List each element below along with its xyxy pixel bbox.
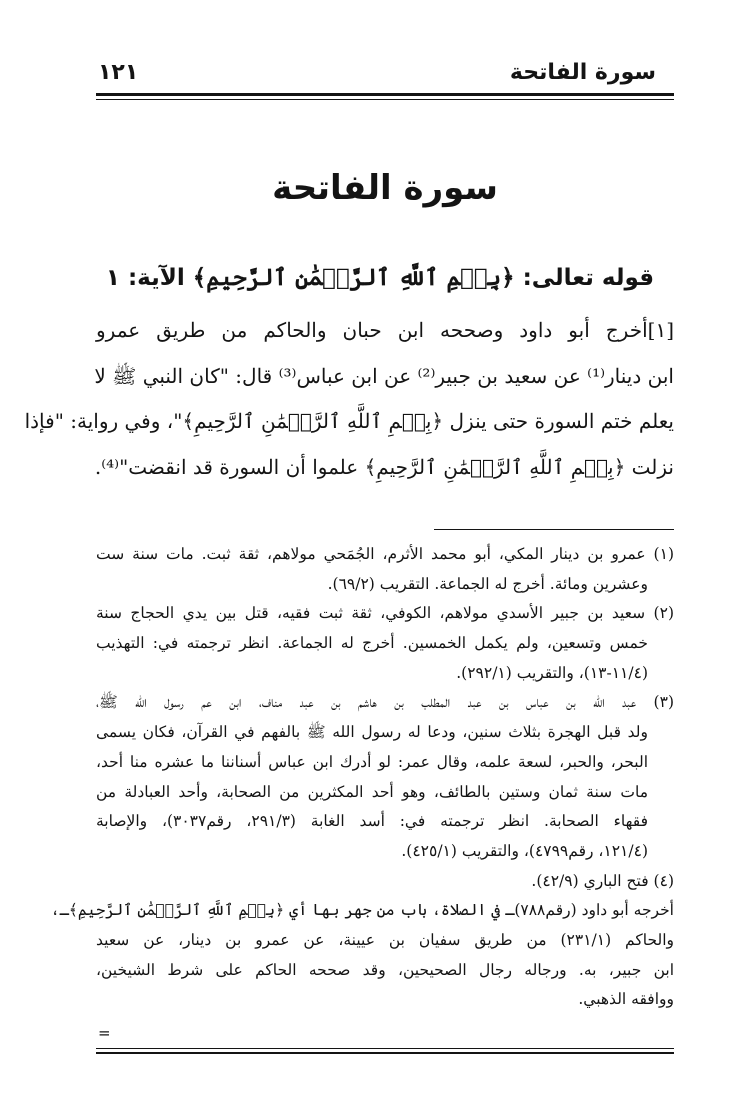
main-line: نزلت ﴿بِسۡمِ ٱللَّهِ ٱلرَّحۡمَٰنِ ٱلرَّحِيمِ﴾ علموا أن السورة قد انقضت"⁽⁴⁾. <box>94 454 674 479</box>
header-rule-thin <box>96 99 674 100</box>
footnote-line: خمس وتسعين، ولم يكمل الخمسين. أخرج له الجماعة. انظر ترجمته في: التهذيب <box>96 634 648 653</box>
main-line: ابن دينار⁽¹⁾ عن سعيد بن جبير⁽²⁾ عن ابن عباس⁽³⁾ قال: "كان النبي ﷺ لا <box>94 363 674 388</box>
main-line: يعلم ختم السورة حتى ينزل ﴿بِسۡمِ ٱللَّهِ ٱلرَّحۡمَٰنِ ٱلرَّحِيمِ﴾"، وفي رواية: "فإذا <box>24 409 674 433</box>
verse-heading <box>106 264 654 291</box>
footnote-line: فقهاء الصحابة. انظر ترجمته في: أسد الغابة (٢٩١/٣، رقم٣٠٣٧)، والإصابة <box>96 812 648 831</box>
main-line: [١]أخرج أبو داود وصححه ابن حبان والحاكم من طريق عمرو <box>96 318 674 342</box>
footnote-line: (٣) عبد الله بن عباس بن عبد المطلب بن هاشم بن عبد مناف، ابن عم رسول الله ﷺ، <box>96 693 674 712</box>
main-paragraph <box>24 308 674 490</box>
verse-heading-quran: ﴿بِسۡمِ ٱللَّهِ ٱلرَّحۡمَٰنِ ٱلرَّحِيمِ﴾ <box>192 264 515 291</box>
footnote-line: ووافقه الذهبي. <box>578 990 674 1009</box>
footnote-line: مات سنة ثمان وستين بالطائف، وهو أحد المكثرين من الصحابة، وأحد العبادلة من <box>96 782 648 801</box>
header-rule-thick <box>96 93 674 96</box>
continuation-mark: = <box>98 1024 111 1042</box>
footnote-line: (١) عمرو بن دينار المكي، أبو محمد الأثرم، الجُمَحي مولاهم، ثقة ثبت. مات سنة ست <box>96 545 674 563</box>
footnotes <box>50 540 674 1015</box>
verse-heading-label: قوله تعالى: <box>514 265 654 291</box>
footnote-line: وعشرين ومائة. أخرج له الجماعة. التقريب (٦٩/٢). <box>327 574 648 593</box>
footnote-line: (١١/٤-١٣)، والتقريب (٢٩٢/١). <box>456 663 648 682</box>
verse-heading-ayah: الآية: ١ <box>105 265 193 291</box>
footnote-line: ولد قبل الهجرة بثلاث سنين، ودعا له رسول الله ﷺ بالفهم في القرآن، فكان يسمى <box>96 723 648 742</box>
footer-rule-thin <box>96 1048 674 1049</box>
footnote-line: (٢) سعيد بن جبير الأسدي مولاهم، الكوفي، ثقة ثبت فقيه، قتل بين يدي الحجاج سنة <box>96 604 674 623</box>
page-number: ١٢١ <box>98 60 139 85</box>
footnote-line: والحاكم (٢٣١/١) من طريق سفيان بن عيينة، عن عمرو بن دينار، عن سعيد <box>96 930 674 949</box>
footnote-line: (١٢١/٤، رقم٤٧٩٩)، والتقريب (٤٢٥/١). <box>401 841 648 860</box>
footnote-separator <box>434 529 674 530</box>
running-title: سورة الفاتحة <box>509 60 656 85</box>
footer-rule-thick <box>96 1052 674 1054</box>
footnote-line: ابن جبير، به. ورجاله رجال الصحيحين، وقد صححه الحاكم على شرط الشيخين، <box>96 960 674 979</box>
footnote-line: البحر، والحبر، لسعة علمه، وقال عمر: لو أدرك ابن عباس أسناننا ما عشره منا أحد، <box>96 752 648 771</box>
surah-title: سورة الفاتحة <box>272 168 498 208</box>
footnote-line: (٤) فتح الباري (٤٢/٩). <box>531 871 674 890</box>
footnote-line: أخرجه أبو داود (رقم٧٨٨)ـ في الصلاة، باب من جهر بها أي ﴿بِسۡمِ ٱللَّهِ ٱلرَّحۡمَٰنِ ٱلرَّحِيمِ﴾ـ، <box>50 901 674 920</box>
